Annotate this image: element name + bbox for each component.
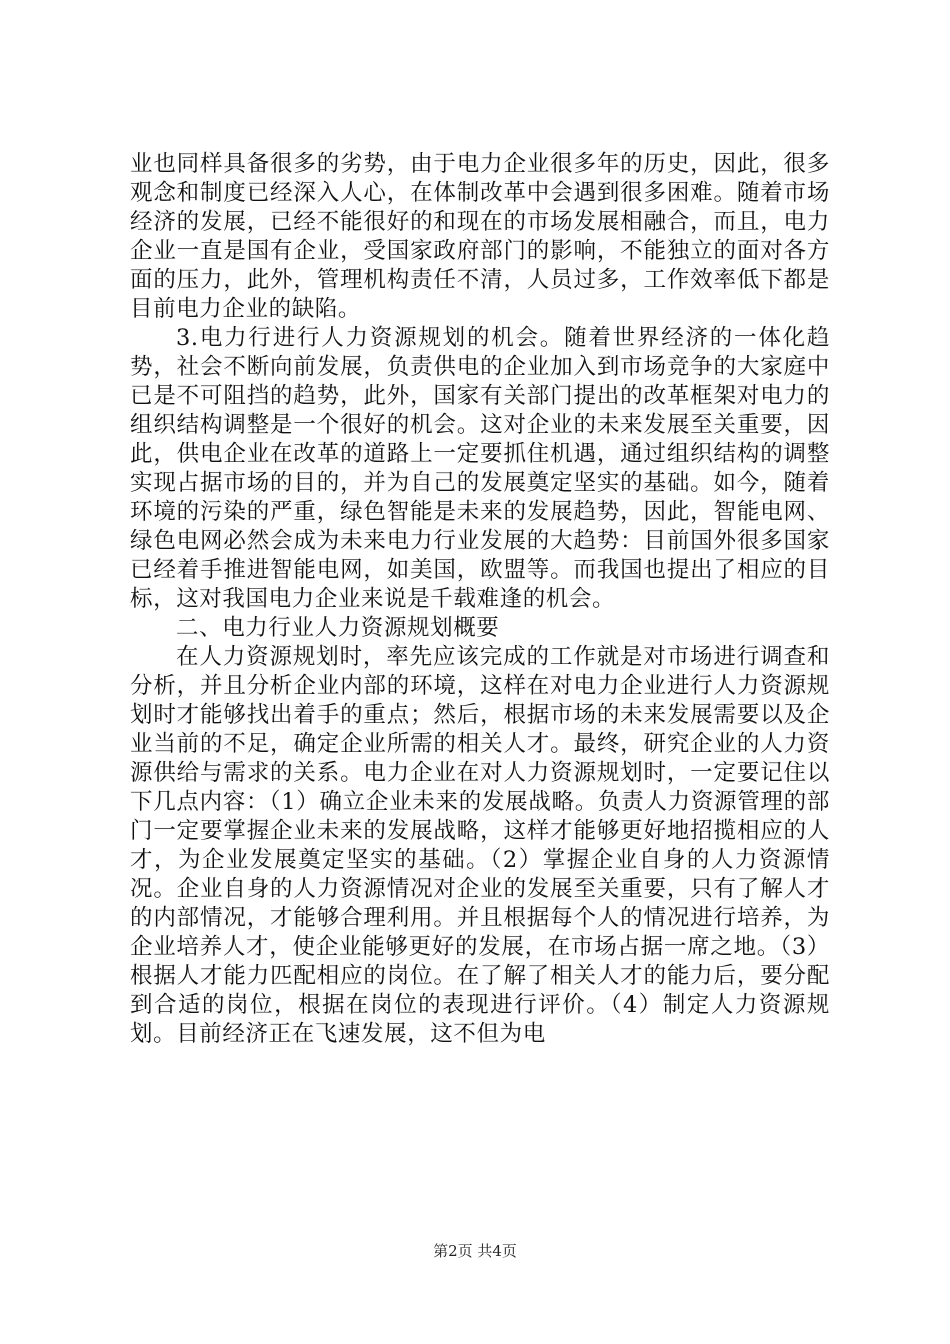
page-footer: 第2页 共4页 [433, 1242, 517, 1260]
section-heading: 二、电力行业人力资源规划概要 [176, 615, 500, 641]
document-body [130, 150, 830, 1049]
paragraph-opportunity: 3.电力行进行人力资源规划的机会。随着世界经济的一体化趋势，社会不断向前发展，负责供电的企业加入到市场竞争的大家庭中已是不可阻挡的趋势，此外，国家有关部门提出的改革框架对电力的组织结构调整是一个很好的机会。这对企业的未来发展至关重要，因此，供电企业在改革的道路上一定要抓住机遇，通过组织结构的调整实现占据市场的目的，并为自己的发展奠定坚实的基础。如今，随着环境的污染的严重，绿色智能是未来的发展趋势，因此，智能电网、绿色电网必然会成为未来电力行业发展的大趋势：目前国外很多国家已经着手推进智能电网，如美国，欧盟等。而我国也提出了相应的目标，这对我国电力企业来说是千载难逢的机会。 [130, 325, 830, 612]
paragraph-continuation: 业也同样具备很多的劣势，由于电力企业很多年的历史，因此，很多观念和制度已经深入人心，在体制改革中会遇到很多困难。随着市场经济的发展，已经不能很好的和现在的市场发展相融合，而且，电力企业一直是国有企业，受国家政府部门的影响，不能独立的面对各方面的压力，此外，管理机构责任不清，人员过多，工作效率低下都是目前电力企业的缺陷。 [130, 151, 830, 322]
paragraph-planning-overview: 在人力资源规划时，率先应该完成的工作就是对市场进行调查和分析，并且分析企业内部的环境，这样在对电力企业进行人力资源规划时才能够找出着手的重点；然后，根据市场的未来发展需要以及企业当前的不足，确定企业所需的相关人才。最终，研究企业的人力资源供给与需求的关系。电力企业在对人力资源规划时，一定要记住以下几点内容：（1）确立企业未来的发展战略。负责人力资源管理的部门一定要掌握企业未来的发展战略，这样才能够更好地招揽相应的人才，为企业发展奠定坚实的基础。（2）掌握企业自身的人力资源情况。企业自身的人力资源情况对企业的发展至关重要，只有了解人才的内部情况，才能够合理利用。并且根据每个人的情况进行培养，为企业培养人才，使企业能够更好的发展，在市场占据一席之地。（3）根据人才能力匹配相应的岗位。在了解了相关人才的能力后，要分配到合适的岗位，根据在岗位的表现进行评价。（4）制定人力资源规划。目前经济正在飞速发展，这不但为电 [130, 644, 830, 1047]
